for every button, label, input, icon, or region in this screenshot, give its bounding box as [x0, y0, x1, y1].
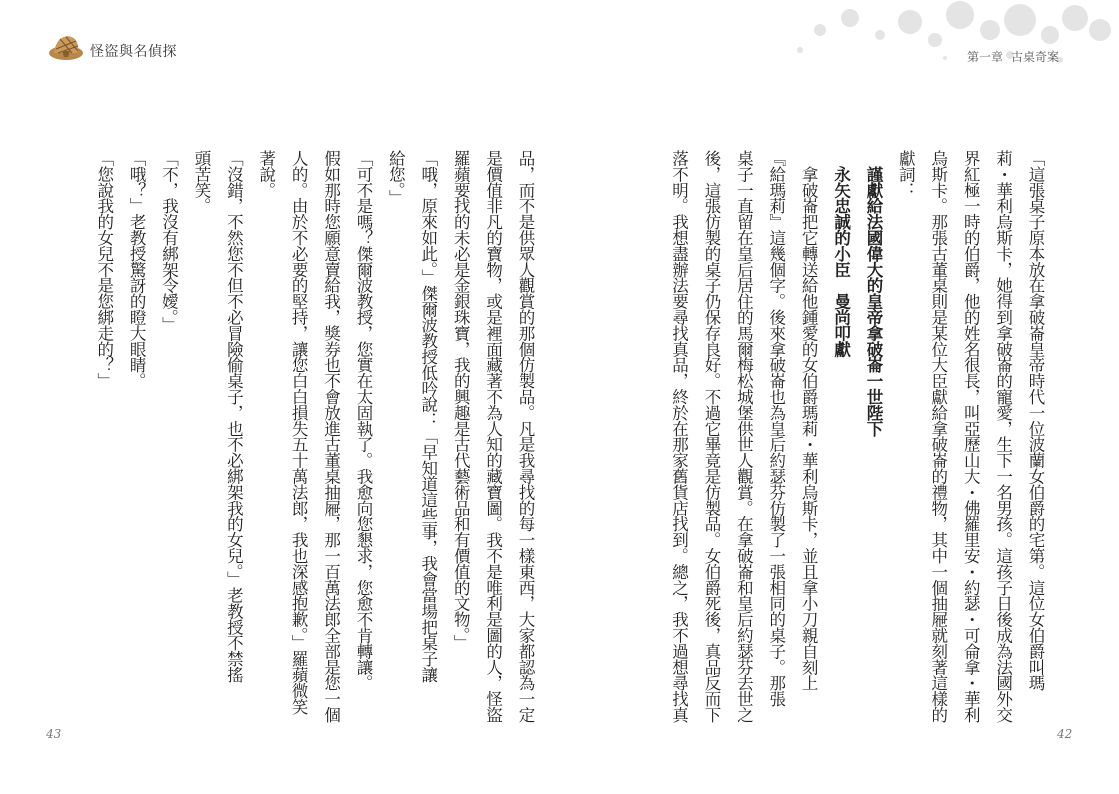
text-column: 「您說我的女兒不是您綁走的？」	[94, 150, 114, 389]
text-column: 「不，我沒有綁架令嬡。」	[159, 150, 179, 333]
text-column: 『給瑪莉』這幾個字。後來拿破崙也為皇后約瑟芬仿製了一張相同的桌子。那張	[766, 150, 786, 707]
text-column: 後，這張仿製的桌子仍保存良好。不過它畢竟是仿製品。女伯爵死後，真品反而下	[701, 150, 721, 723]
text-column: 品，而不是供眾人觀賞的那個仿製品。凡是我尋找的每一樣東西，大家都認為一定	[516, 150, 535, 723]
text-column: 拿破崙把它轉送給他鍾愛的女伯爵瑪莉・華利烏斯卡，並且拿小刀親自刻上	[799, 150, 819, 691]
chapter-title: 古桌奇案	[1011, 50, 1060, 64]
text-column: 給您。」	[386, 150, 406, 206]
text-column: 著說。	[256, 150, 276, 198]
text-column: 界紅極一時的伯爵，他的姓名很長，叫亞歷山大・佛羅里安・約瑟・可侖拿・華利	[961, 150, 981, 723]
text-column: 桌子一直留在皇后居住的馬爾梅松城堡供世人觀賞。在拿破崙和皇后約瑟芬去世之	[734, 150, 754, 723]
right-page-text	[662, 150, 1051, 723]
book-title: 怪盜與名偵探	[90, 44, 177, 60]
page-number-left: 43	[46, 727, 62, 741]
ink-splatter-decoration	[760, 0, 1119, 90]
detective-hat-icon	[48, 33, 84, 63]
text-column: 是價值非凡的寶物，或是裡面藏著不為人知的藏寶圖。我不是唯利是圖的人，怪盜	[483, 150, 503, 723]
left-page-text	[87, 150, 541, 723]
text-column: 「哦，原來如此。」傑爾波教授低吟說：「早知道這些事，我會當場把桌子讓	[418, 150, 438, 683]
page-number-right: 42	[1057, 727, 1073, 741]
dedication-line: 謹獻給法國偉大的皇帝拿破崙一世陛下	[863, 150, 883, 437]
chapter-heading	[967, 48, 1067, 65]
dedication-signature: 永矢忠誠的小臣 曼尚叩獻	[831, 150, 851, 357]
text-column: 「沒錯，不然您不但不必冒險偷桌子，也不必綁架我的女兒。」老教授不禁搖	[224, 150, 244, 683]
chapter-number: 第一章	[967, 50, 1004, 64]
text-column: 莉・華利烏斯卡，她得到拿破崙的寵愛，生下一名男孩。這孩子日後成為法國外交	[993, 150, 1013, 723]
text-column: 獻詞：	[896, 150, 916, 198]
text-column: 人的。由於不必要的堅持，讓您白白損失五十萬法郎，我也深感抱歉。」羅蘋微笑	[289, 150, 309, 715]
text-column: 假如那時您願意賣給我，獎券也不會放進古董桌抽屜，那一百萬法郎全部是您一個	[321, 150, 341, 723]
text-column: 「這張桌子原本放在拿破崙皇帝時代一位波蘭女伯爵的宅第。這位女伯爵叫瑪	[1026, 150, 1045, 691]
text-column: 「可不是嗎？傑爾波教授，您實在太固執了。我愈向您懇求，您愈不肯轉讓。	[353, 150, 373, 691]
text-column: 烏斯卡。那張古董桌則是某位大臣獻給拿破崙的禮物，其中一個抽屜就刻著這樣的	[928, 150, 948, 723]
text-column: 落不明。我想盡辦法要尋找真品，終於在那家舊貨店找到。總之，我不過想尋找真	[669, 150, 689, 723]
text-column: 羅蘋要找的未必是金銀珠寶，我的興趣是古代藝術品和有價值的文物。」	[451, 150, 471, 651]
text-column: 「哦？」老教授驚訝的瞪大眼睛。	[127, 150, 147, 389]
text-column: 頭苦笑。	[191, 150, 211, 214]
